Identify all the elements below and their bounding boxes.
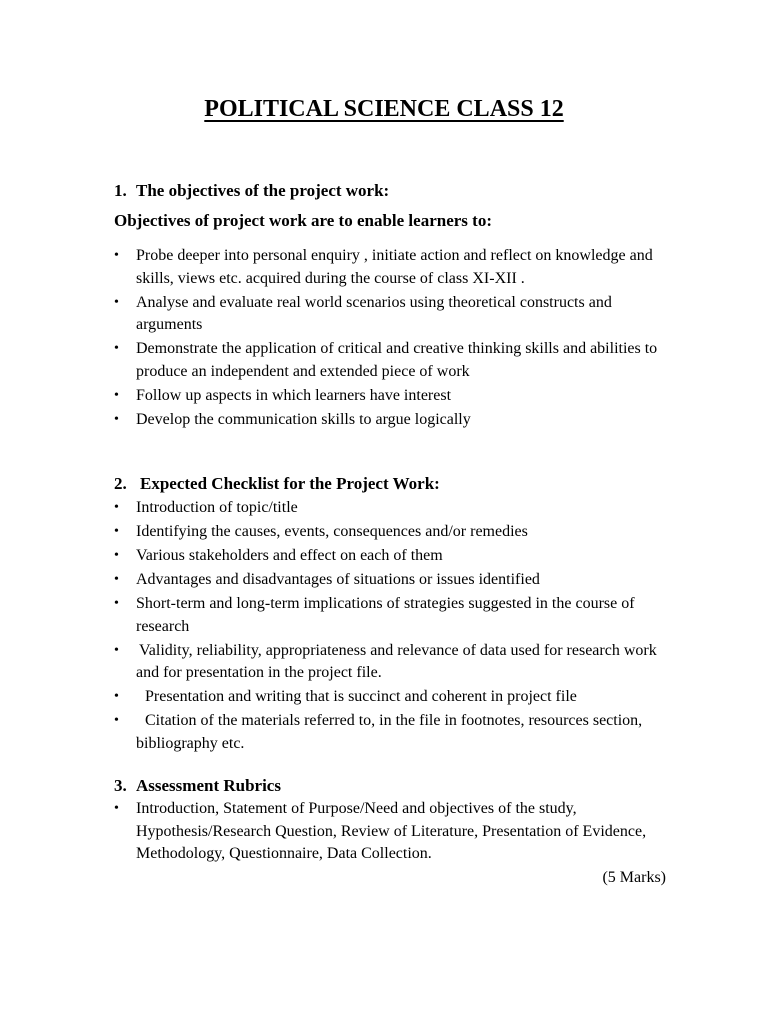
section-2-title: Expected Checklist for the Project Work: (140, 474, 440, 493)
section-1-heading (114, 180, 389, 202)
list-item-text: Citation of the materials referred to, in the file in footnotes, resources section, bibliography etc. (136, 712, 643, 752)
section-1-subheading: Objectives of project work are to enable learners to: (114, 211, 492, 230)
bullet-icon: • (114, 548, 119, 563)
list-item-text: Identifying the causes, events, consequences and/or remedies (136, 523, 528, 540)
bullet-icon: • (114, 713, 119, 728)
bullet-icon: • (114, 572, 119, 587)
bullet-icon: • (114, 248, 119, 263)
bullet-icon: • (114, 294, 119, 310)
section-2-heading (114, 473, 440, 495)
list-item (0, 409, 676, 432)
list-item-text: Various stakeholders and effect on each of them (136, 547, 443, 564)
bullet-icon: • (114, 500, 119, 515)
list-item-text: Develop the communication skills to argue logically (136, 410, 471, 428)
section-1-list (0, 245, 768, 433)
list-item (0, 593, 676, 638)
list-item-text: Probe deeper into personal enquiry , initiate action and reflect on knowledge and skills, views etc. acquired during the course of class XI-XII . (136, 247, 653, 287)
bullet-icon: • (114, 387, 119, 403)
list-item-text: Advantages and disadvantages of situations or issues identified (136, 571, 540, 588)
list-item-text: Demonstrate the application of critical and creative thinking skills and abilities to produce an independent and extended piece of work (136, 340, 658, 380)
bullet-icon: • (114, 801, 119, 816)
bullet-icon: • (114, 524, 119, 539)
page-title (0, 94, 768, 124)
list-item (0, 710, 676, 755)
bullet-icon: • (114, 341, 119, 356)
list-item (0, 385, 676, 408)
list-item-text: Presentation and writing that is succinct and coherent in project file (145, 688, 577, 705)
list-item (0, 640, 676, 685)
section-3-number: 3. (114, 776, 127, 795)
list-item (0, 338, 676, 383)
list-item (0, 292, 676, 337)
page-title-text: POLITICAL SCIENCE CLASS 12 (204, 96, 564, 122)
list-item-text: Analyse and evaluate real world scenarios using theoretical constructs and arguments (136, 293, 612, 333)
list-item (0, 521, 676, 544)
list-item-text: Validity, reliability, appropriateness and relevance of data used for research work and for presentation in the project file. (136, 641, 657, 681)
list-item-text: Introduction, Statement of Purpose/Need and objectives of the study, Hypothesis/Research Question, Review of Literature, Presentation of Evidence, Methodology, Questionnaire, Data Collection. (136, 800, 647, 862)
marks-label: (5 Marks) (602, 869, 666, 886)
list-item-text: Introduction of topic/title (136, 499, 298, 516)
list-item (0, 798, 676, 866)
bullet-icon: • (114, 689, 119, 704)
list-item (0, 686, 676, 709)
list-item (0, 569, 676, 592)
section-2-number: 2. (114, 474, 127, 493)
bullet-icon: • (114, 411, 119, 427)
list-item-text: Follow up aspects in which learners have interest (136, 386, 452, 404)
list-item-text: Short-term and long-term implications of strategies suggested in the course of research (136, 595, 635, 635)
section-2-list (0, 497, 768, 757)
section-3-title: Assessment Rubrics (136, 776, 281, 795)
list-item (0, 245, 676, 290)
section-1-title: The objectives of the project work: (136, 181, 390, 200)
bullet-icon: • (114, 596, 119, 611)
list-item (0, 497, 676, 520)
bullet-icon: • (114, 642, 119, 658)
list-item (0, 545, 676, 568)
section-3-heading (114, 775, 281, 797)
section-1-number: 1. (114, 181, 127, 200)
section-3-list (0, 798, 768, 867)
